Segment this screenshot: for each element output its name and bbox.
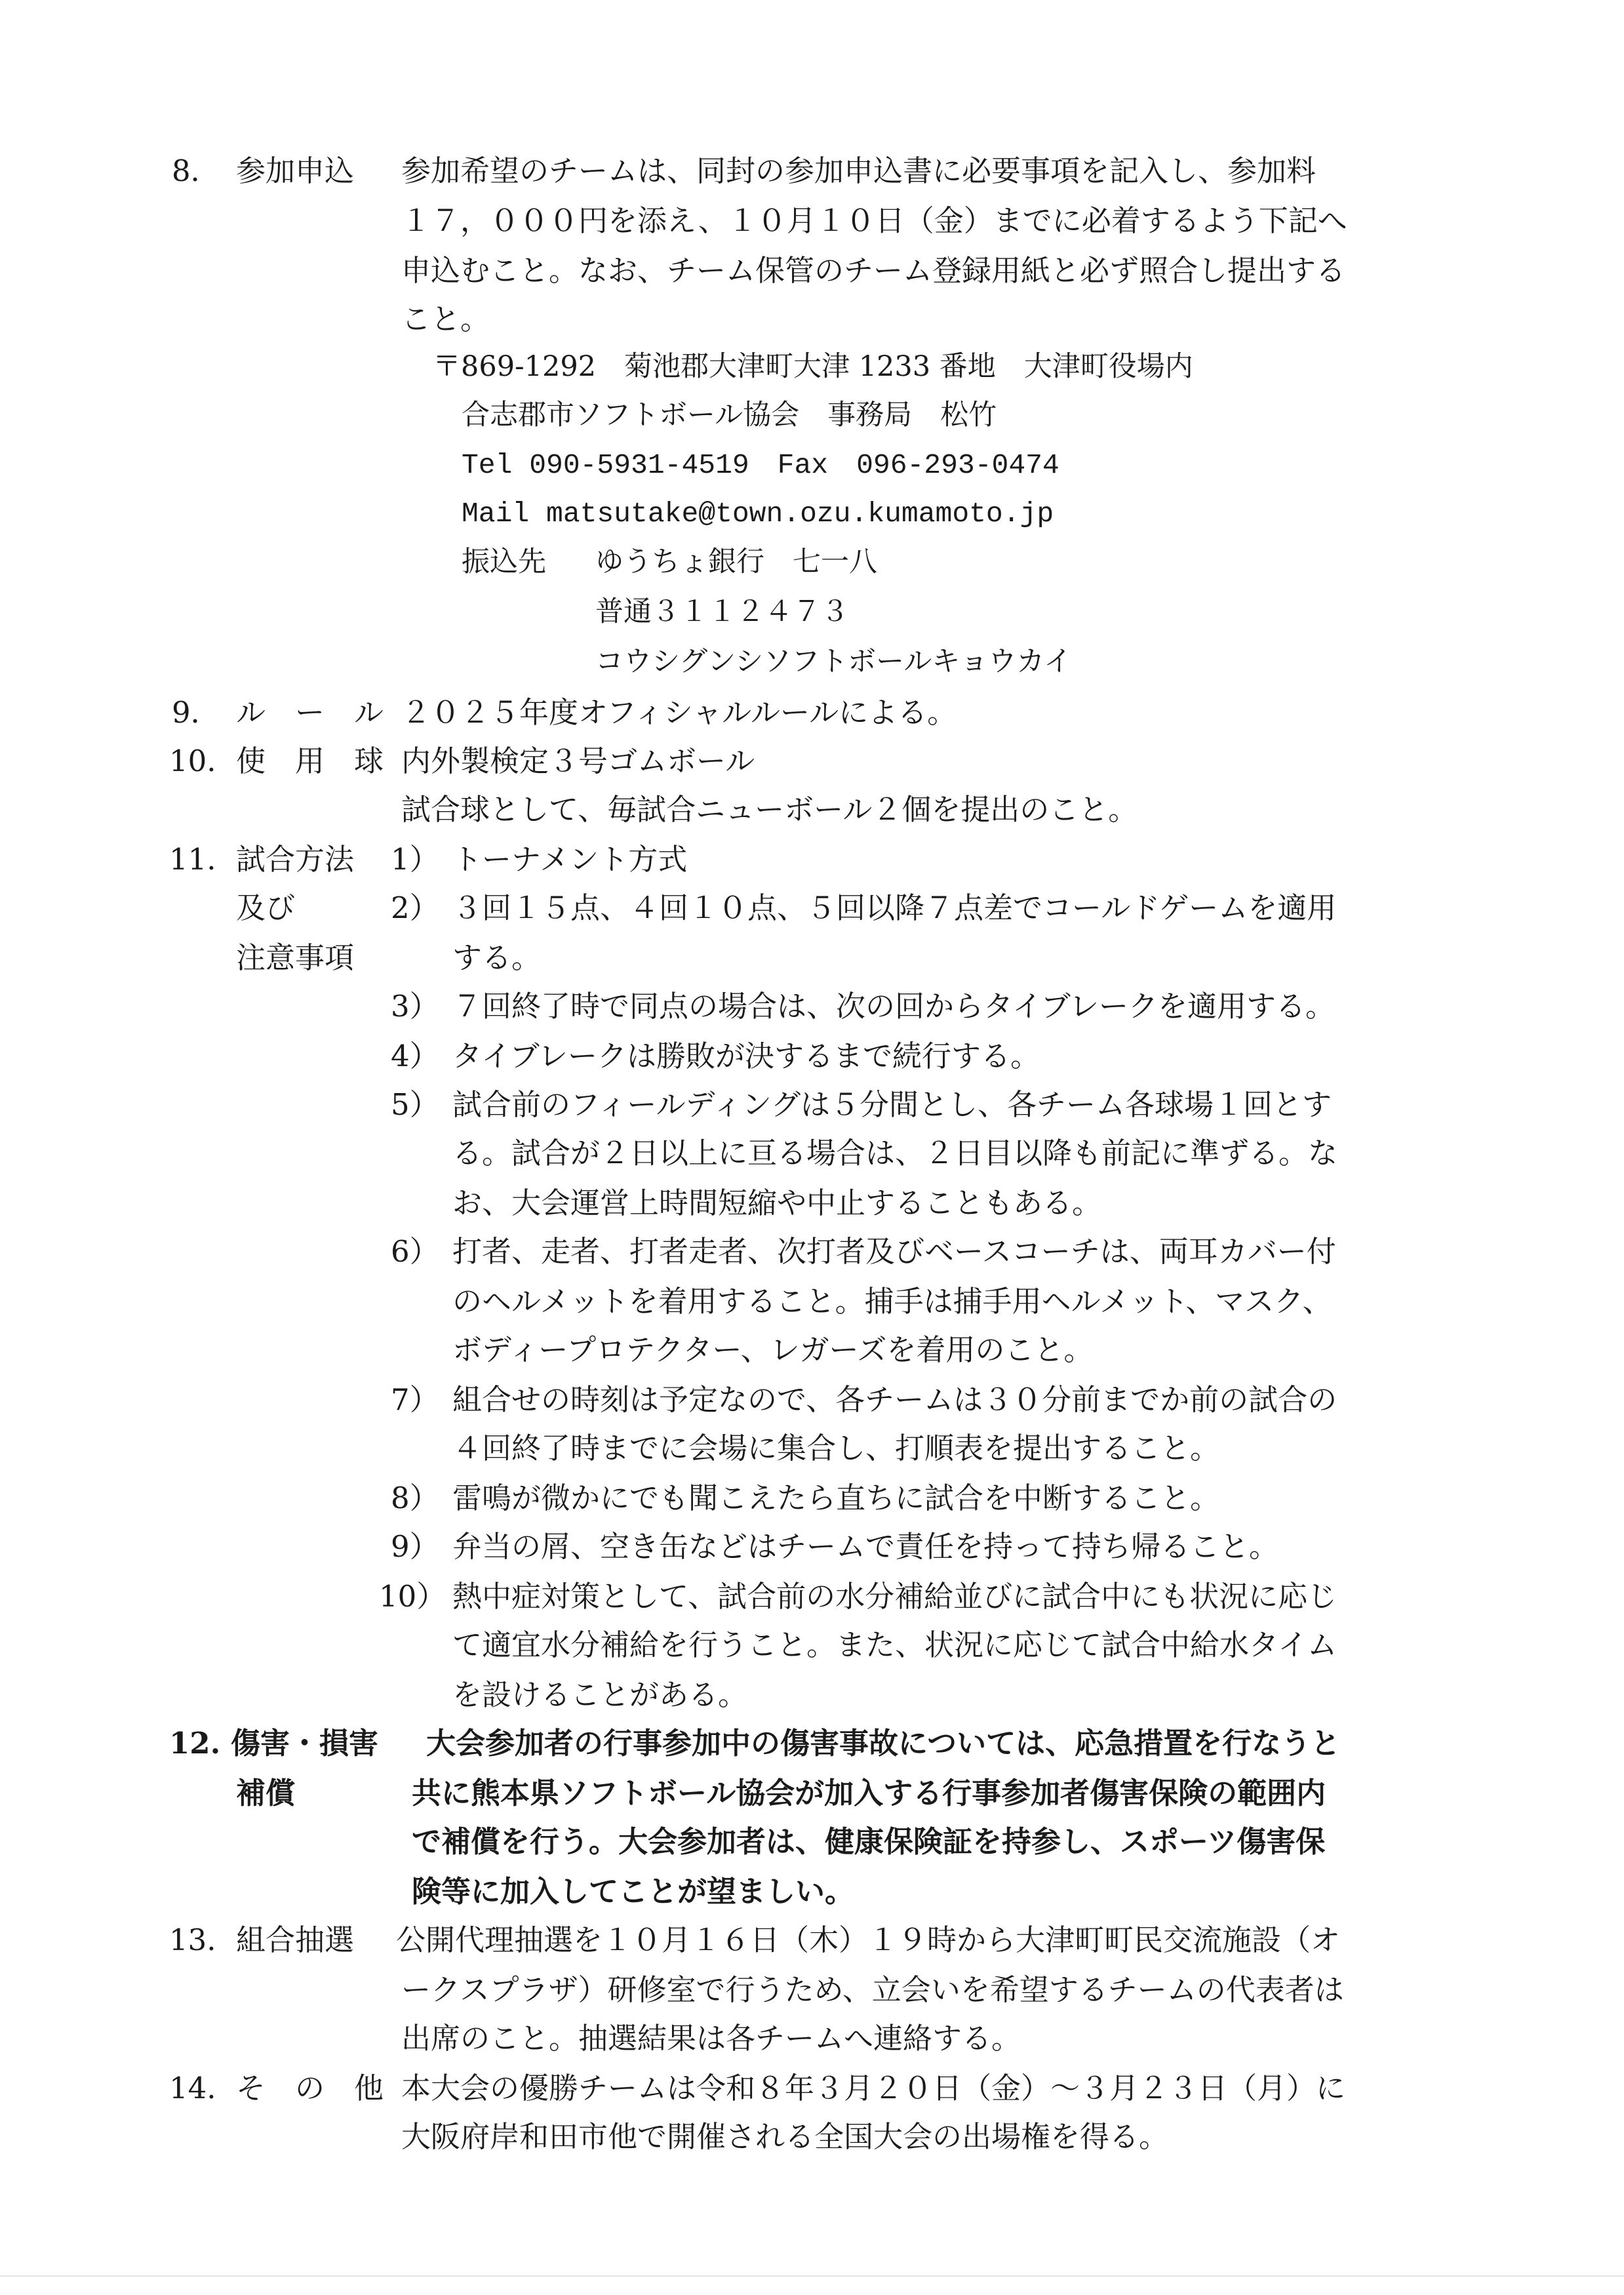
- section-number: 11.: [169, 842, 216, 877]
- account-number: 普通３１１２４７３: [595, 595, 849, 628]
- item-number: 9）: [391, 1529, 439, 1564]
- paragraph-line: 大阪府岸和田市他で開催される全国大会の出場権を得る。: [401, 2119, 1169, 2154]
- item-line: ７回終了時で同点の場合は、次の回からタイブレークを適用する。: [452, 989, 1335, 1024]
- account-name: コウシグンシソフトボールキョウカイ: [595, 645, 1072, 678]
- paragraph-line: 試合球として、毎試合ニューボール２個を提出のこと。: [401, 792, 1138, 827]
- section-number: 8．: [172, 153, 220, 188]
- item-line: ４回終了時までに会場に集合し、打順表を提出すること。: [452, 1431, 1220, 1466]
- section-label: ル ー ル: [236, 695, 384, 730]
- item-line: のヘルメットを着用すること。捕手は捕手用ヘルメット、マスク、: [452, 1284, 1332, 1319]
- email-address: Mail matsutake@town.ozu.kumamoto.jp: [462, 498, 1054, 530]
- section-label: 試合方法: [236, 842, 355, 877]
- paragraph-line: 本大会の優勝チームは令和８年３月２０日（金）～３月２３日（月）に: [401, 2071, 1346, 2105]
- item-line: お、大会運営上時間短縮や中止することもある。: [452, 1186, 1102, 1220]
- item-line: 弁当の屑、空き缶などはチームで責任を持って持ち帰ること。: [452, 1529, 1279, 1564]
- paragraph-line: 大会参加者の行事参加中の傷害事故については、応急措置を行なうと: [426, 1726, 1341, 1761]
- item-line: を設けることがある。: [452, 1677, 748, 1712]
- paragraph-line: ークスプラザ）研修室で行うため、立会いを希望するチームの代表者は: [401, 1972, 1344, 2007]
- item-line: 組合せの時刻は予定なので、各チームは３０分前までか前の試合の: [452, 1382, 1337, 1417]
- section-label: 傷害・損害: [231, 1726, 379, 1761]
- paragraph-line: 参加希望のチームは、同封の参加申込書に必要事項を記入し、参加料: [401, 153, 1317, 188]
- item-number: 6）: [391, 1234, 439, 1269]
- paragraph-line: で補償を行う。大会参加者は、健康保険証を持参し、スポーツ傷害保: [412, 1824, 1326, 1859]
- item-line: て適宜水分補給を行うこと。また、状況に応じて試合中給水タイム: [452, 1627, 1337, 1662]
- section-number: 14.: [169, 2071, 216, 2105]
- paragraph-line: 共に熊本県ソフトボール協会が加入する行事参加者傷害保険の範囲内: [412, 1776, 1326, 1810]
- section-label: 使 用 球: [236, 744, 384, 778]
- item-number: 8）: [391, 1481, 439, 1515]
- item-number: 7）: [391, 1382, 439, 1417]
- item-line: トーナメント方式: [452, 842, 688, 877]
- item-number: 1）: [391, 842, 439, 877]
- item-line: 打者、走者、打者走者、次打者及びベースコーチは、両耳カバー付: [452, 1234, 1336, 1269]
- paragraph-line: 出席のこと。抽選結果は各チームへ連絡する。: [401, 2021, 1021, 2056]
- section-label: 補償: [236, 1776, 296, 1810]
- paragraph-line: ２０２５年度オフィシャルルールによる。: [401, 695, 957, 730]
- office-name: 合志郡市ソフトボール協会 事務局 松竹: [462, 399, 997, 431]
- phone-fax: Tel 090-5931-4519 Fax 096-293-0474: [462, 449, 1060, 481]
- item-line: 試合前のフィールディングは５分間とし、各チーム各球場１回とす: [452, 1087, 1332, 1122]
- section-label: 及び: [236, 890, 296, 925]
- item-line: ボディープロテクター、レガーズを着用のこと。: [452, 1332, 1094, 1367]
- section-number: 9．: [172, 695, 220, 730]
- paragraph-line: 険等に加入してことが望ましい。: [412, 1874, 855, 1909]
- section-label: 参加申込: [236, 153, 355, 188]
- bank-name: ゆうちょ銀行 七一八: [595, 546, 877, 578]
- section-number: 13.: [169, 1923, 216, 1957]
- paragraph-line: １７，０００円を添え、１０月１０日（金）までに必着するよう下記へ: [401, 203, 1347, 238]
- section-label: 注意事項: [236, 940, 355, 975]
- item-line: る。試合が２日以上に亘る場合は、２日目以降も前記に準ずる。な: [452, 1136, 1338, 1170]
- item-number: 3）: [391, 989, 439, 1024]
- paragraph-line: 公開代理抽選を１０月１６日（木）１９時から大津町町民交流施設（オ: [396, 1923, 1341, 1957]
- paragraph-line: 申込むこと。なお、チーム保管のチーム登録用紙と必ず照合し提出する: [401, 253, 1346, 288]
- item-line: 熱中症対策として、試合前の水分補給並びに試合中にも状況に応じ: [452, 1579, 1337, 1614]
- section-number: 12.: [169, 1726, 221, 1761]
- paragraph-line: 内外製検定３号ゴムボール: [401, 744, 755, 778]
- scan-edge-line: [0, 2275, 1624, 2277]
- item-number: 5）: [391, 1087, 439, 1122]
- item-line: ３回１５点、４回１０点、５回以降７点差でコールドゲームを適用: [452, 890, 1337, 925]
- section-label: そ の 他: [236, 2071, 384, 2105]
- section-label: 組合抽選: [236, 1923, 355, 1957]
- item-number: 4）: [391, 1039, 439, 1073]
- item-line: する。: [452, 940, 542, 975]
- item-line: 雷鳴が微かにでも聞こえたら直ちに試合を中断すること。: [452, 1481, 1220, 1515]
- section-number: 10.: [169, 744, 216, 778]
- bank-label: 振込先: [462, 546, 546, 578]
- item-line: タイブレークは勝敗が決するまで続行する。: [452, 1039, 1040, 1073]
- item-number: 10）: [379, 1579, 446, 1614]
- item-number: 2）: [391, 890, 439, 925]
- paragraph-line: こと。: [401, 302, 490, 336]
- postal-address: 〒869-1292 菊池郡大津町大津 1233 番地 大津町役場内: [433, 350, 1193, 383]
